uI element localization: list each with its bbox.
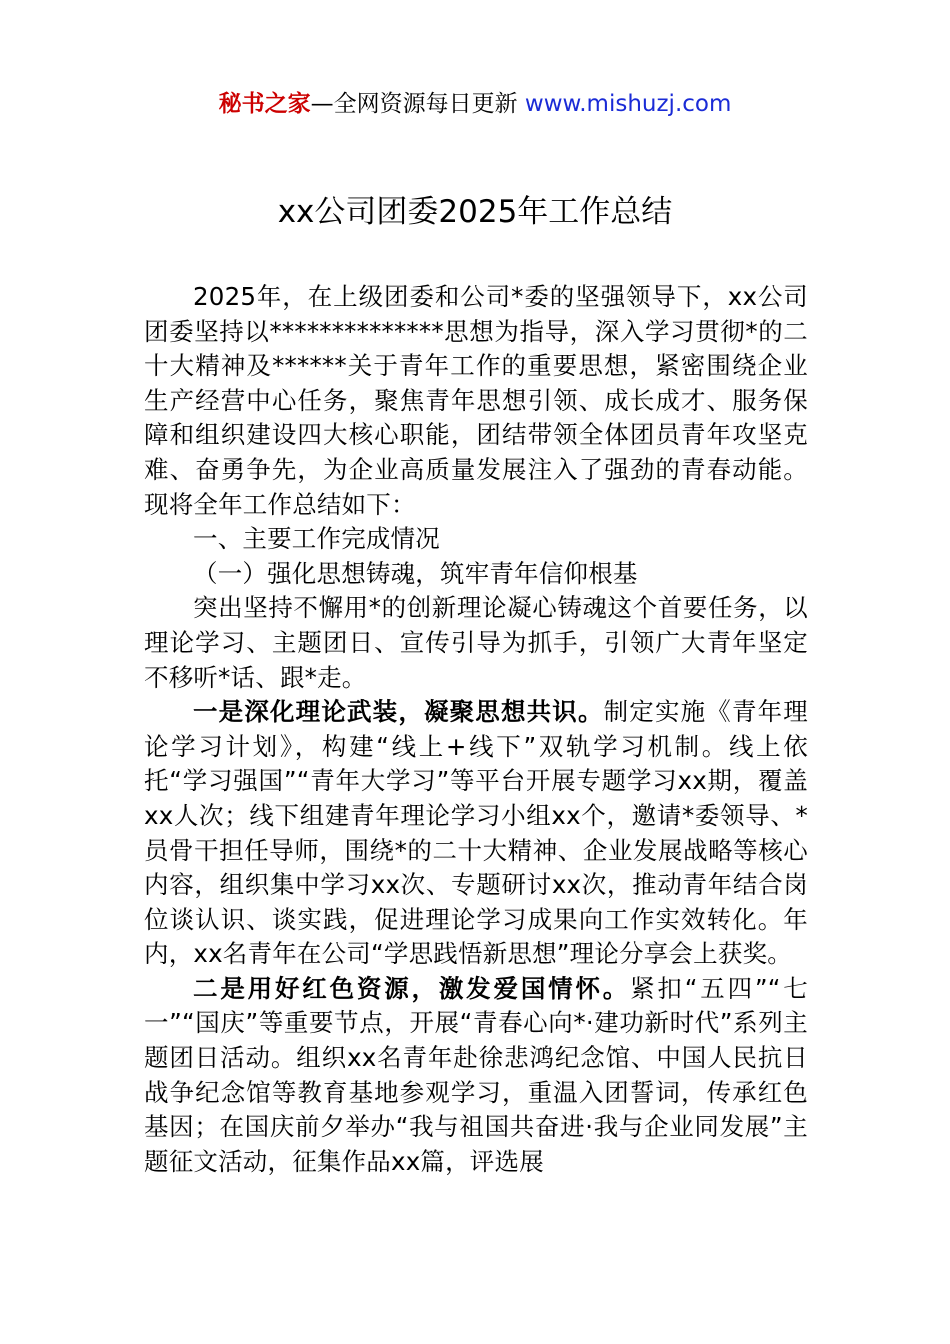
point-one-paragraph	[144, 695, 808, 972]
intro-paragraph: 2025年，在上级团委和公司*委的坚强领导下，xx公司团委坚持以**************思想为指导，深入学习贯彻*的二十大精神及******关于青年工作的重要思想，紧密围绕企业生产经营中心任务，聚焦青年思想引领、成长成才、服务保障和组织建设四大核心职能，团结带领全体团员青年攻坚克难、奋勇争先，为企业高质量发展注入了强劲的青春动能。现将全年工作总结如下：	[144, 282, 808, 519]
brand-name: 秘书之家	[218, 91, 311, 117]
banner-tagline: —全网资源每日更新	[310, 91, 525, 117]
site-banner	[0, 88, 950, 120]
point-two-text: 紧扣“五四”“七一”“国庆”等重要节点，开展“青春心向*·建功新时代”系列主题团日活动。组织xx名青年赴徐悲鸿纪念馆、中国人民抗日战争纪念馆等教育基地参观学习，重温入团誓词，传承红色基因；在国庆前夕举办“我与祖国共奋进·我与企业同发展”主题征文活动，征集作品xx篇，评选展	[144, 973, 808, 1176]
subsection-heading: （一）强化思想铸魂，筑牢青年信仰根基	[193, 558, 638, 588]
section-heading: 一、主要工作完成情况	[193, 524, 440, 554]
subsection-paragraph: 突出坚持不懈用*的创新理论凝心铸魂这个首要任务，以理论学习、主题团日、宣传引导为抓手，引领广大青年坚定不移听*话、跟*走。	[144, 593, 808, 692]
point-two-lead: 二是用好红色资源，激发爱国情怀。	[193, 973, 631, 1003]
point-two-paragraph	[144, 972, 808, 1180]
document-body	[144, 280, 808, 1179]
site-url-link[interactable]: www.mishuzj.com	[524, 91, 732, 117]
point-one-text: 制定实施《青年理论学习计划》，构建“线上+线下”双轨学习机制。线上依托“学习强国”“青年大学习”等平台开展专题学习xx期，覆盖xx人次；线下组建青年理论学习小组xx个，邀请*委领导、*员骨干担任导师，围绕*的二十大精神、企业发展战略等核心内容，组织集中学习xx次、专题研讨xx次，推动青年结合岗位谈认识、谈实践，促进理论学习成果向工作实效转化。年内，xx名青年在公司“学思践悟新思想”理论分享会上获奖。	[144, 697, 808, 969]
point-one-lead: 一是深化理论武装，凝聚思想共识。	[193, 697, 604, 727]
document-title: xx公司团委2025年工作总结	[277, 194, 673, 230]
